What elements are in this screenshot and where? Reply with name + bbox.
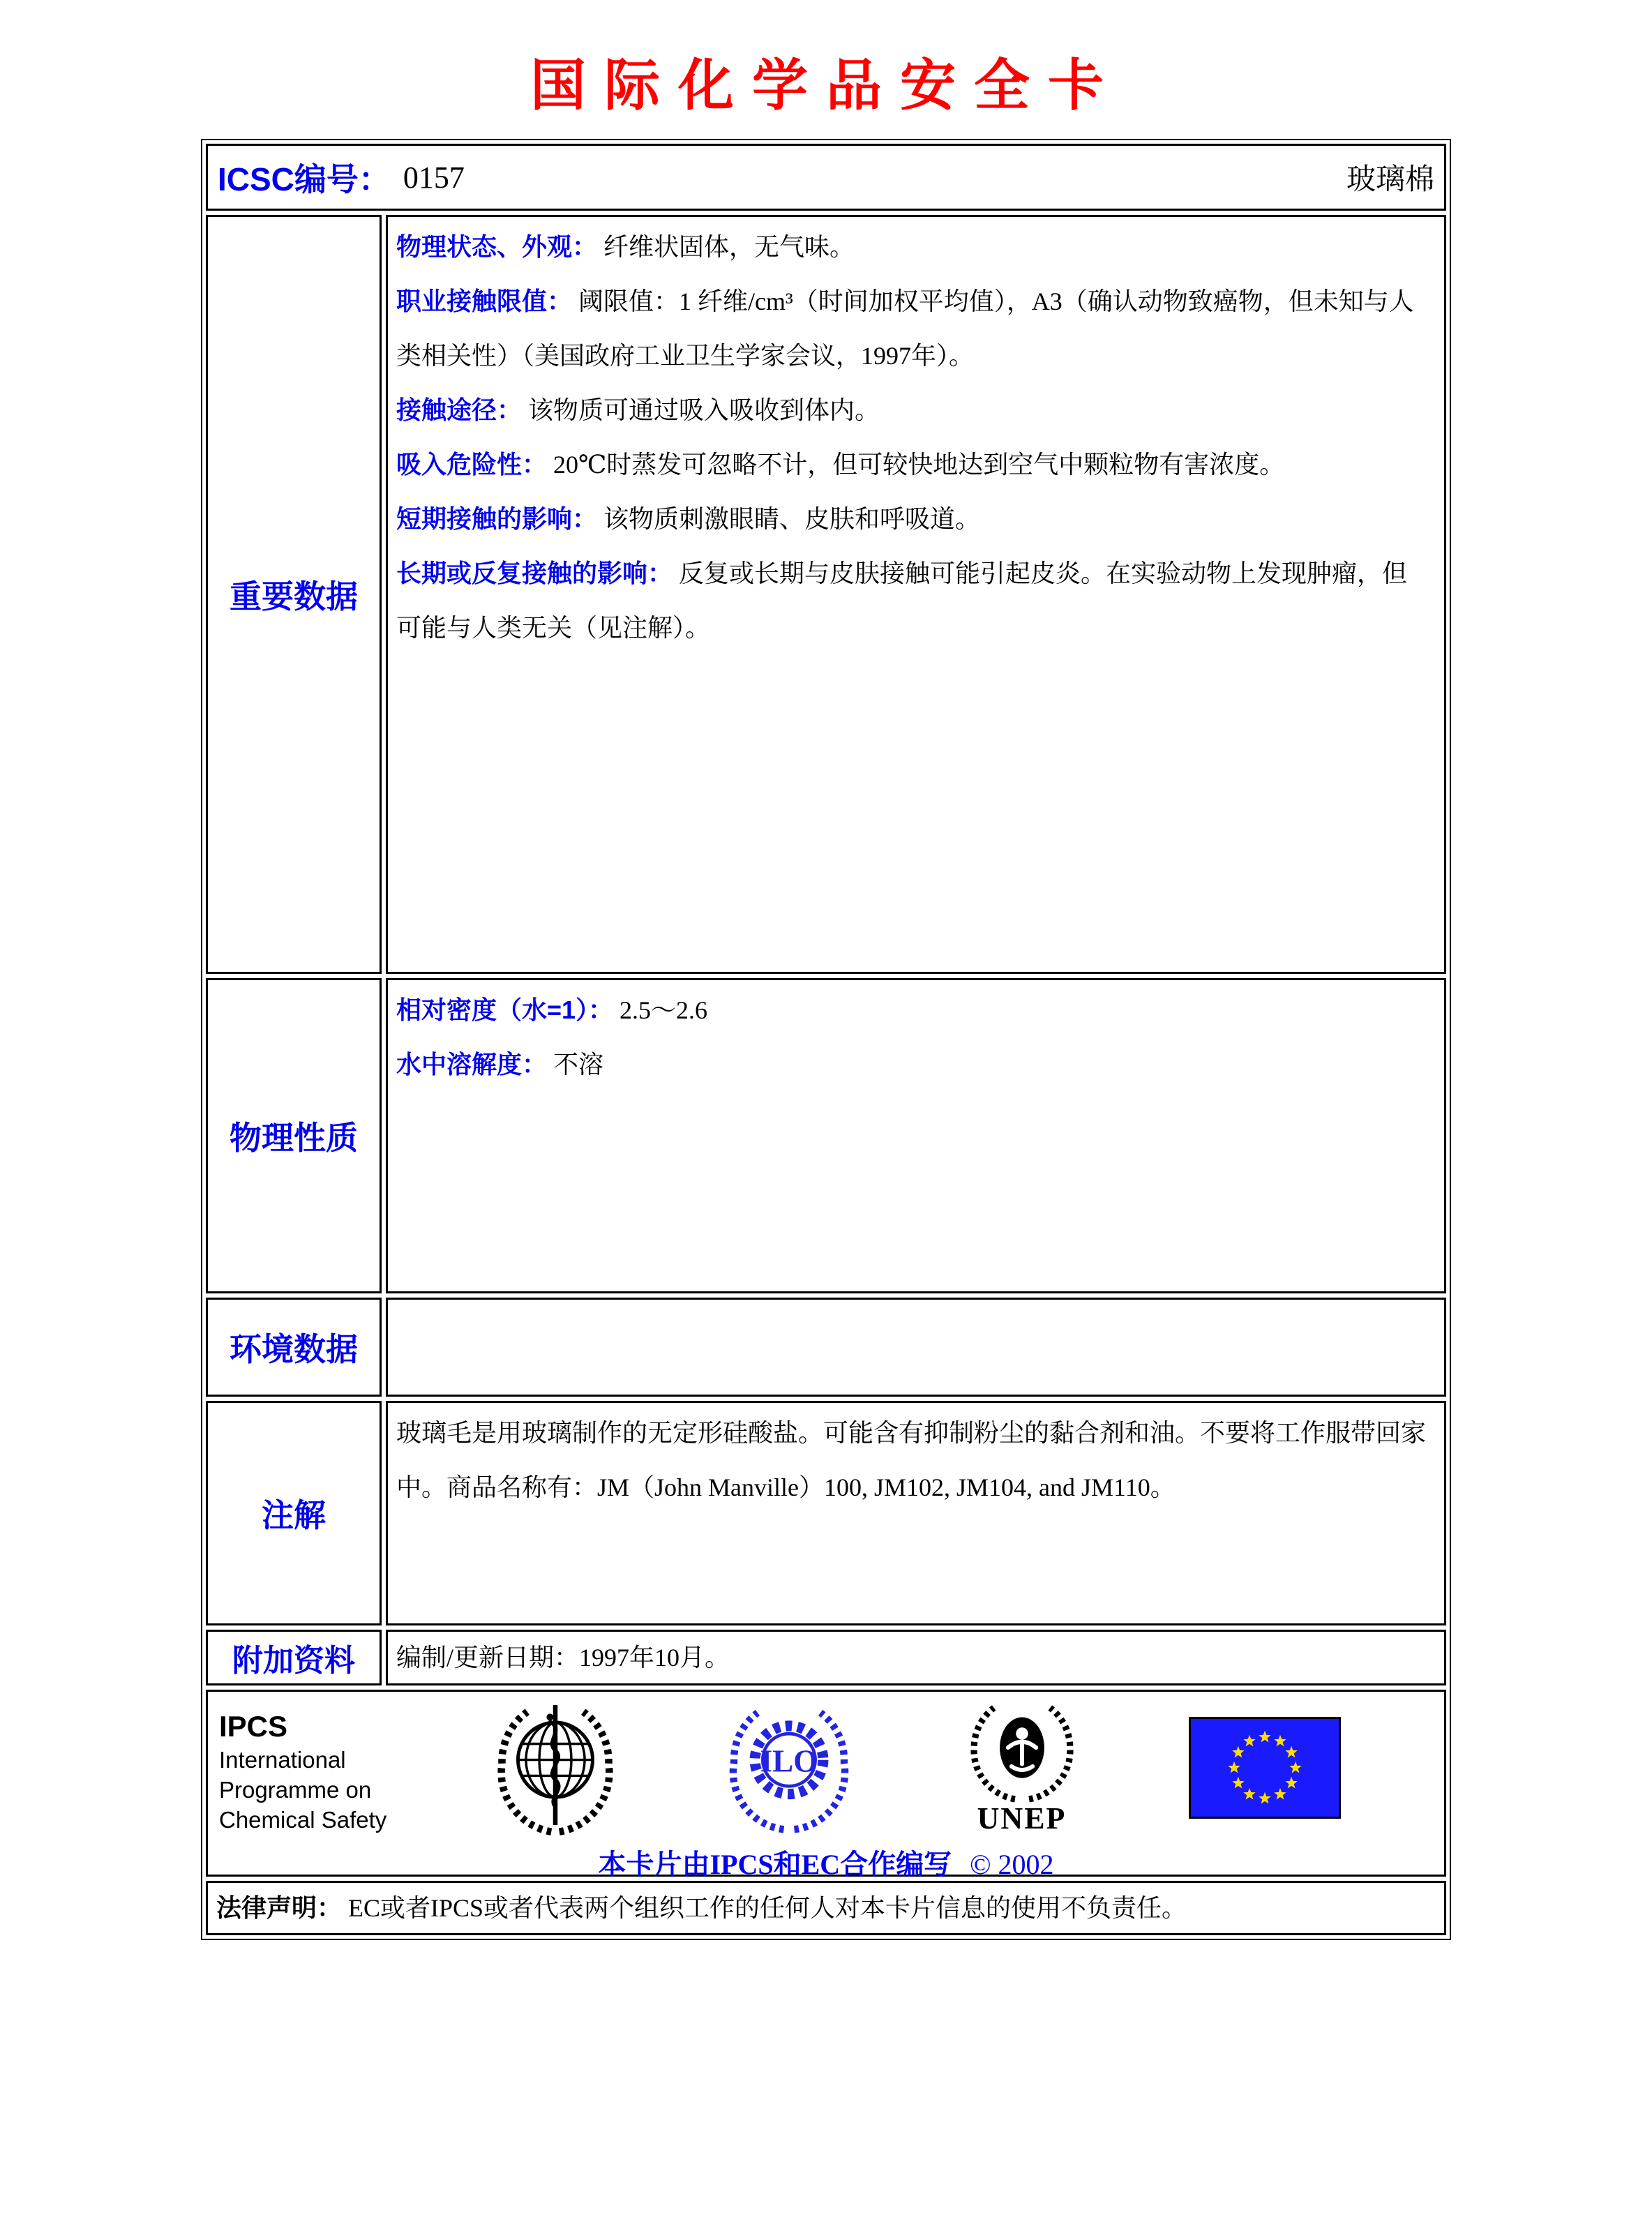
ipcs-name-line: Chemical Safety [219, 1807, 387, 1833]
ilo-logo-icon [723, 1702, 855, 1833]
eu-flag-icon [1189, 1717, 1341, 1819]
entry-text: 阈限值：1 纤维/cm³（时间加权平均值），A3（确认动物致癌物，但未知与人类相关性）（美国政府工业卫生学家会议，1997年）。 [396, 287, 1414, 370]
entry-text: 纤维状固体，无气味。 [603, 233, 855, 261]
substance-name: 玻璃棉 [1346, 164, 1434, 196]
important-data-content [386, 215, 1446, 974]
data-entry [396, 437, 1432, 492]
icsc-number-value: 0157 [403, 160, 465, 195]
notes-text: 玻璃毛是用玻璃制作的无定形硅酸盐。可能含有抑制粉尘的黏合剂和油。不要将工作服带回家中。商品名称有：JM（John Manville）100, JM102, JM104, and JM110。 [396, 1419, 1427, 1501]
notes-row [206, 1401, 1446, 1625]
ipcs-name-line: International [219, 1747, 346, 1773]
entry-text: 不溶 [553, 1051, 604, 1079]
entry-label: 物理状态、外观： [396, 232, 598, 261]
footer-row [206, 1690, 1446, 1880]
section-label-physical [206, 978, 382, 1293]
entry-text: 该物质可通过吸入吸收到体内。 [528, 396, 880, 424]
data-entry [396, 492, 1432, 546]
unep-logo-icon [963, 1701, 1081, 1803]
legal-label: 法律声明： [216, 1893, 343, 1922]
ipcs-text-block [219, 1699, 386, 1835]
additional-info-text: 编制/更新日期：1997年10月。 [396, 1644, 730, 1672]
data-entry [396, 383, 1432, 437]
additional-info-content [386, 1630, 1446, 1685]
section-label-text: 重要数据 [230, 578, 358, 615]
icsc-card [201, 139, 1451, 1940]
ilo-letters: ILO [760, 1743, 818, 1779]
section-label-additional [206, 1630, 382, 1685]
legal-text: EC或者IPCS或者代表两个组织工作的任何人对本卡片信息的使用不负责任。 [348, 1894, 1187, 1922]
legal-row [206, 1881, 1446, 1935]
unep-logo-block [963, 1701, 1081, 1835]
important-data-row [206, 215, 1446, 974]
data-entry [396, 983, 1432, 1037]
entry-label: 短期接触的影响： [396, 504, 598, 533]
data-entry [396, 220, 1432, 274]
entry-label: 职业接触限值： [396, 287, 573, 315]
who-logo-icon [495, 1699, 615, 1836]
notes-content [386, 1401, 1446, 1625]
physical-properties-row [206, 978, 1446, 1293]
environmental-data-row [206, 1298, 1446, 1397]
data-entry [396, 546, 1432, 655]
entry-label: 接触途径： [396, 396, 523, 424]
card-header-row [206, 144, 1446, 211]
additional-info-row [206, 1630, 1446, 1685]
entry-label: 相对密度（水=1）： [396, 996, 614, 1024]
entry-label: 吸入危险性： [396, 450, 548, 479]
entry-label: 水中溶解度： [396, 1050, 548, 1079]
section-label-important [206, 215, 382, 974]
section-label-environment [206, 1298, 382, 1397]
environmental-data-content [386, 1298, 1446, 1397]
logo-strip [208, 1697, 1444, 1837]
entry-text: 反复或长期与皮肤接触可能引起皮炎。在实验动物上发现肿瘤，但可能与人类无关（见注解）。 [396, 560, 1408, 642]
unep-label: UNEP [977, 1801, 1067, 1835]
data-entry [396, 1037, 1432, 1092]
entry-text: 该物质刺激眼睛、皮肤和呼吸道。 [603, 505, 981, 533]
ipcs-name-line: Programme on [219, 1777, 372, 1803]
entry-text: 2.5～2.6 [620, 996, 708, 1024]
icsc-number-label: ICSC编号： [218, 161, 391, 197]
section-label-text: 附加资料 [232, 1644, 355, 1678]
entry-text: 20℃时蒸发可忽略不计，但可较快地达到空气中颗粒物有害浓度。 [553, 451, 1285, 479]
data-entry [396, 274, 1432, 383]
credit-text: 本卡片由IPCS和EC合作编写 [598, 1849, 952, 1880]
section-label-notes [206, 1401, 382, 1625]
section-label-text: 物理性质 [230, 1120, 358, 1156]
section-label-text: 注解 [262, 1497, 326, 1533]
copyright-text: © 2002 [970, 1849, 1054, 1880]
icsc-number-group [218, 154, 465, 200]
ipcs-acronym: IPCS [219, 1710, 288, 1743]
section-label-text: 环境数据 [230, 1331, 358, 1367]
physical-properties-content [386, 978, 1446, 1293]
credit-line [208, 1842, 1444, 1882]
entry-label: 长期或反复接触的影响： [396, 559, 673, 587]
page-title: 国际化学品安全卡 [530, 56, 1122, 117]
